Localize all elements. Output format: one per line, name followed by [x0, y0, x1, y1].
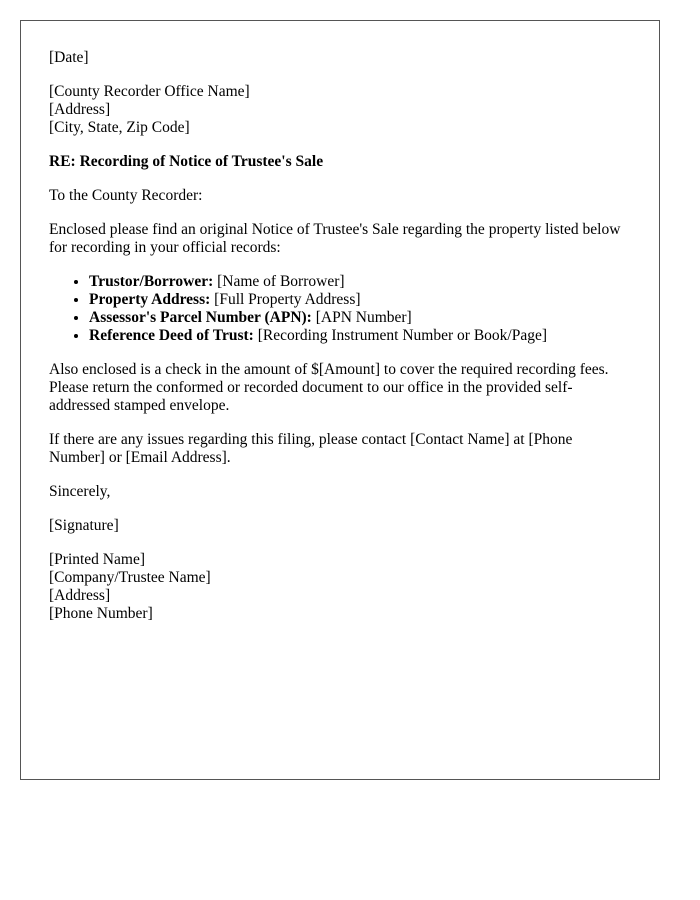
subject-line: RE: Recording of Notice of Trustee's Sale	[49, 153, 324, 170]
signature: [Signature]	[49, 517, 119, 534]
detail-label-trustor: Trustor/Borrower:	[89, 273, 214, 290]
list-item	[89, 273, 631, 291]
list-item	[89, 309, 631, 327]
recipient-office: [County Recorder Office Name]	[49, 83, 250, 100]
letter-date: [Date]	[49, 49, 89, 66]
contact-paragraph: If there are any issues regarding this filing, please contact [Contact Name] at [Phone Number] or [Email Address].	[49, 431, 573, 466]
salutation: To the County Recorder:	[49, 187, 203, 204]
detail-label-deed-of-trust: Reference Deed of Trust:	[89, 327, 254, 344]
recipient-city-state-zip: [City, State, Zip Code]	[49, 119, 190, 136]
list-item	[89, 327, 631, 345]
letter-page	[20, 20, 660, 780]
recipient-block	[49, 83, 631, 137]
intro-paragraph: Enclosed please find an original Notice of Trustee's Sale regarding the property listed below for recording in your official records:	[49, 221, 621, 256]
sender-phone: [Phone Number]	[49, 605, 153, 622]
recipient-address: [Address]	[49, 101, 111, 118]
sender-printed-name: [Printed Name]	[49, 551, 145, 568]
sender-address: [Address]	[49, 587, 111, 604]
closing: Sincerely,	[49, 483, 111, 500]
sender-block	[49, 551, 631, 623]
property-details-list	[49, 273, 631, 345]
detail-label-property-address: Property Address:	[89, 291, 211, 308]
detail-value-deed-of-trust: [Recording Instrument Number or Book/Page]	[253, 327, 548, 344]
detail-value-apn: [APN Number]	[311, 309, 412, 326]
detail-value-property-address: [Full Property Address]	[210, 291, 361, 308]
fees-paragraph: Also enclosed is a check in the amount of $[Amount] to cover the required recording fees. Please return the conformed or recorded document to our office in the provided self-addressed stamped envelope.	[49, 361, 609, 414]
list-item	[89, 291, 631, 309]
detail-label-apn: Assessor's Parcel Number (APN):	[89, 309, 312, 326]
detail-value-trustor: [Name of Borrower]	[213, 273, 345, 290]
sender-company: [Company/Trustee Name]	[49, 569, 211, 586]
